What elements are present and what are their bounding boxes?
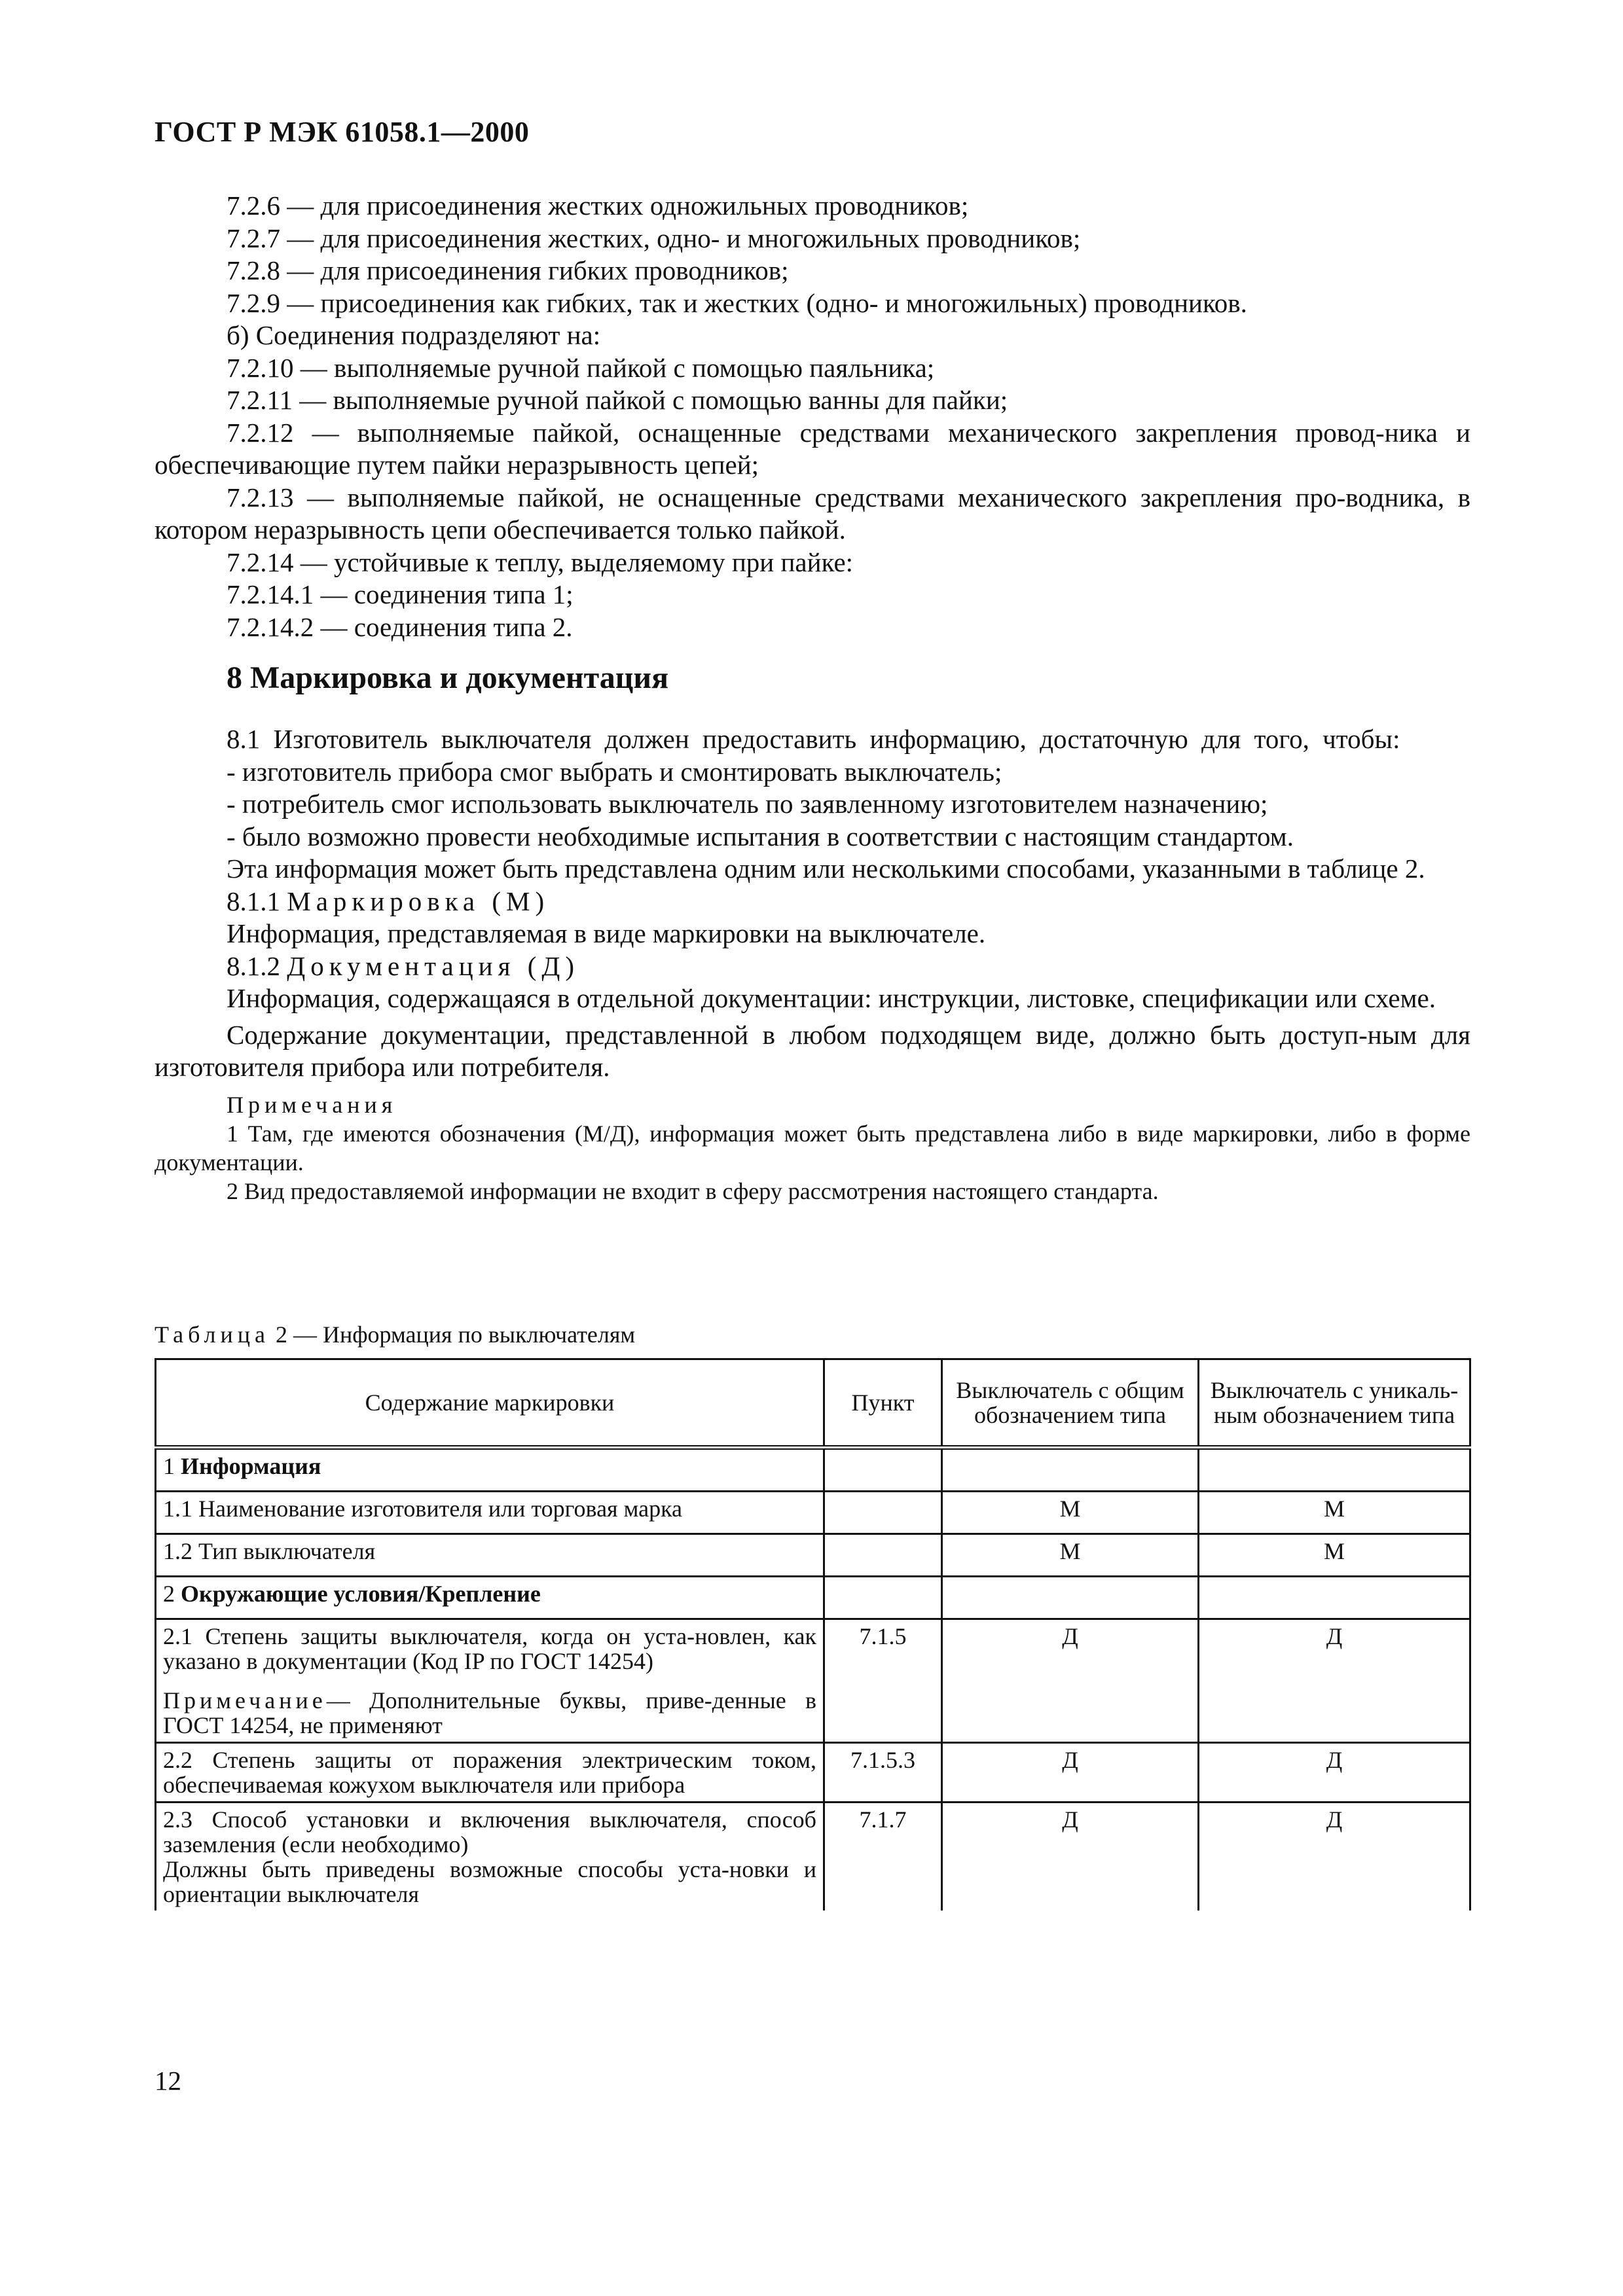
paragraph: Информация, содержащаяся в отдельной документации: инструкции, листовке, спецификации или схеме. [227, 983, 1436, 1013]
subclause-number: 8.1.2 [227, 950, 280, 981]
unique-type-cell [1199, 1577, 1470, 1619]
unique-type-cell: М [1199, 1534, 1470, 1577]
content-cell [156, 1619, 824, 1743]
group-title: Окружающие условия/Крепление [181, 1581, 541, 1607]
page-number: 12 [155, 2066, 181, 2096]
paragraph-8-1: 8.1 Изготовитель выключателя должен предоставить информацию, достаточную для того, чтобы: [227, 724, 1400, 754]
text-line: 7.2.6 — для присоединения жестких одножильных проводников; [227, 190, 969, 221]
general-type-cell: Д [942, 1743, 1199, 1803]
table-row [156, 1743, 1470, 1803]
table-row [156, 1534, 1470, 1577]
table-row [156, 1619, 1470, 1743]
text-paragraph: 7.2.13 — выполняемые пайкой, не оснащенные средствами механического закрепления про-водника, в котором неразрывность цепи обеспечивается только пайкой. [155, 482, 1470, 545]
section-heading: 8 Маркировка и документация [227, 660, 669, 695]
unique-type-cell [1199, 1448, 1470, 1492]
note-item: 1 Там, где имеются обозначения (М/Д), информация может быть представлена либо в виде маркировки, либо в форме документации. [155, 1120, 1470, 1175]
clause-cell: 7.1.5.3 [824, 1743, 942, 1803]
clause-cell [824, 1534, 942, 1577]
paragraph: Эта информация может быть представлена одним или несколькими способами, указанными в таблице 2. [227, 853, 1425, 884]
column-header: Выключатель с общим обозначением типа [942, 1359, 1199, 1448]
content-cell: 1.2 Тип выключателя [156, 1534, 824, 1577]
general-type-cell: Д [942, 1619, 1199, 1743]
subclause-title: Документация (Д) [287, 950, 579, 981]
paragraph: Информация, представляемая в виде маркировки на выключателе. [227, 918, 986, 948]
text-line: 7.2.14.2 — соединения типа 2. [227, 611, 573, 642]
notes-block [155, 1090, 1470, 1206]
row-note-label: Примечание [163, 1687, 327, 1713]
content-cell: 2.2 Степень защиты от поражения электрическим током, обеспечиваемая кожухом выключателя или прибора [156, 1743, 824, 1803]
text-paragraph: 7.2.12 — выполняемые пайкой, оснащенные средствами механического закрепления провод-ника и обеспечивающие путем пайки неразрывность цепей; [155, 417, 1470, 480]
text-line: 7.2.14.1 — соединения типа 1; [227, 579, 574, 609]
table-header-row [156, 1359, 1470, 1448]
table-row [156, 1492, 1470, 1534]
group-cell [156, 1577, 824, 1619]
table-caption-title: 2 — Информация по выключателям [275, 1321, 636, 1348]
column-header: Выключатель с уникаль-ным обозначением типа [1199, 1359, 1470, 1448]
group-number: 1 [163, 1453, 175, 1479]
paragraph: Содержание документации, представленной в любом подходящем виде, должно быть доступ-ным для изготовителя прибора или потребителя. [155, 1019, 1470, 1082]
column-header: Содержание маркировки [156, 1359, 824, 1448]
table-caption [155, 1321, 635, 1348]
table-row [156, 1577, 1470, 1619]
content-cell: 1.1 Наименование изготовителя или торговая марка [156, 1492, 824, 1534]
clause-cell [824, 1492, 942, 1534]
clause-7-2-list [155, 190, 1470, 643]
unique-type-cell: Д [1199, 1619, 1470, 1743]
group-cell [156, 1448, 824, 1492]
table-row [156, 1803, 1470, 1911]
subclause-8-1-2 [155, 950, 1470, 983]
general-type-cell: М [942, 1534, 1199, 1577]
text-line: 7.2.9 — присоединения как гибких, так и жестких (одно- и многожильных) проводников. [227, 287, 1247, 318]
content-text: 2.1 Степень защиты выключателя, когда он уста-новлен, как указано в документации (Код IP по ГОСТ 14254) [163, 1623, 816, 1674]
information-table [155, 1358, 1471, 1910]
text-line: 7.2.8 — для присоединения гибких проводников; [227, 255, 789, 285]
clause-cell: 7.1.5 [824, 1619, 942, 1743]
table-row [156, 1448, 1470, 1492]
row-note [163, 1688, 816, 1738]
subclause-8-1-1 [155, 886, 1470, 918]
subclause-title: Маркировка (М) [287, 886, 550, 916]
text-line: 7.2.11 — выполняемые ручной пайкой с помощью ванны для пайки; [227, 385, 1008, 415]
group-number: 2 [163, 1581, 175, 1607]
group-title: Информация [181, 1453, 321, 1479]
unique-type-cell: М [1199, 1492, 1470, 1534]
content-extra-text: Должны быть приведены возможные способы уста-новки и ориентации выключателя [163, 1856, 816, 1907]
general-type-cell: М [942, 1492, 1199, 1534]
section-8-body [155, 723, 1470, 1206]
row-note-text: — Дополнительные буквы, приве-денные в ГОСТ 14254, не применяют [163, 1687, 816, 1738]
general-type-cell [942, 1448, 1199, 1492]
general-type-cell: Д [942, 1803, 1199, 1911]
bullet-item: - потребитель смог использовать выключатель по заявленному изготовителем назначению; [227, 789, 1268, 819]
clause-cell [824, 1577, 942, 1619]
table-caption-label: Таблица [155, 1321, 270, 1348]
unique-type-cell: Д [1199, 1803, 1470, 1911]
column-header: Пункт [824, 1359, 942, 1448]
general-type-cell [942, 1577, 1199, 1619]
bullet-item: - изготовитель прибора смог выбрать и смонтировать выключатель; [227, 756, 1002, 787]
content-text: 2.3 Способ установки и включения выключателя, способ заземления (если необходимо) [163, 1806, 816, 1857]
unique-type-cell: Д [1199, 1743, 1470, 1803]
content-cell [156, 1803, 824, 1911]
subclause-number: 8.1.1 [227, 886, 280, 916]
clause-cell [824, 1448, 942, 1492]
text-line: 7.2.14 — устойчивые к теплу, выделяемому при пайке: [227, 547, 854, 577]
text-line: б) Соединения подразделяют на: [227, 320, 601, 350]
text-line: 7.2.7 — для присоединения жестких, одно- и многожильных проводников; [227, 223, 1081, 253]
document-header: ГОСТ Р МЭК 61058.1—2000 [155, 116, 530, 148]
note-item: 2 Вид предоставляемой информации не входит в сферу рассмотрения настоящего стандарта. [227, 1177, 1159, 1204]
notes-title: Примечания [227, 1091, 397, 1118]
text-line: 7.2.10 — выполняемые ручной пайкой с помощью паяльника; [227, 352, 935, 383]
bullet-item: - было возможно провести необходимые испытания в соответствии с настоящим стандартом. [227, 821, 1294, 852]
clause-cell: 7.1.7 [824, 1803, 942, 1911]
